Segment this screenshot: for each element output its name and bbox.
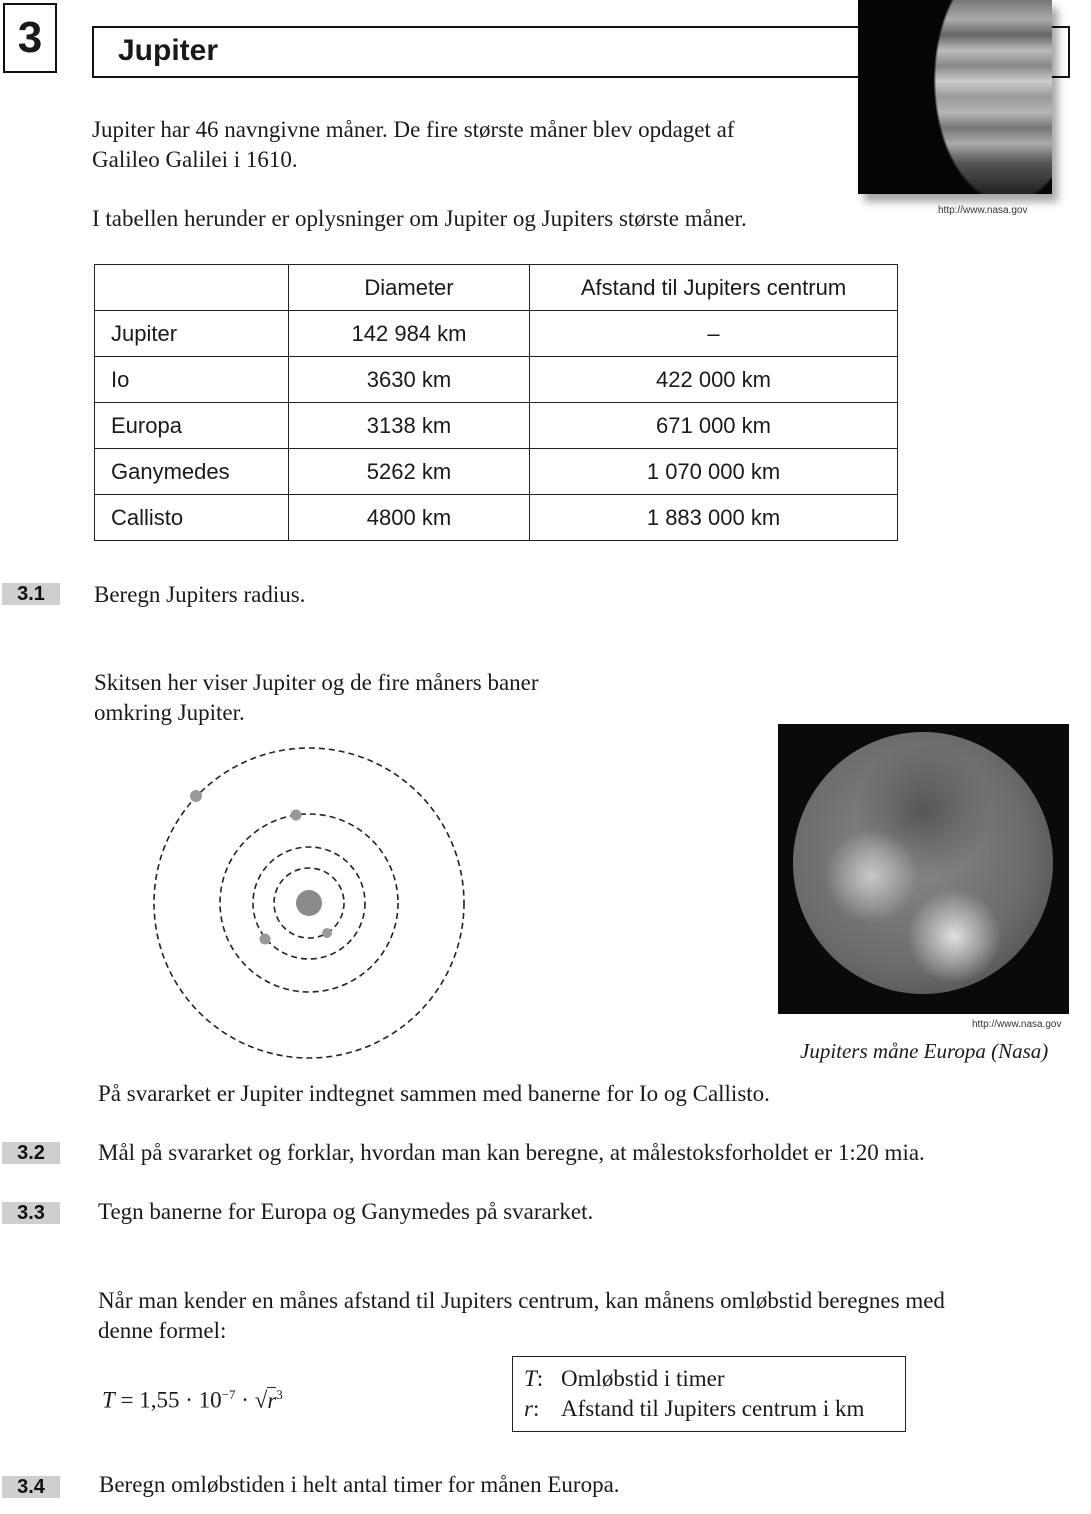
table-row bbox=[95, 311, 898, 357]
row-name: Ganymedes bbox=[95, 449, 289, 495]
callisto-dot bbox=[190, 790, 202, 802]
legend-desc-t: Omløbstid i timer bbox=[561, 1366, 725, 1391]
table-header-diameter: Diameter bbox=[289, 265, 530, 311]
table-row bbox=[95, 357, 898, 403]
row-diameter: 142 984 km bbox=[289, 311, 530, 357]
row-diameter: 5262 km bbox=[289, 449, 530, 495]
row-diameter: 3630 km bbox=[289, 357, 530, 403]
formula-radicand: r bbox=[267, 1387, 277, 1413]
task-3-1-text: Beregn Jupiters radius. bbox=[94, 582, 306, 607]
legend-symbol: T bbox=[524, 1366, 537, 1391]
table-row bbox=[95, 449, 898, 495]
legend-colon: : bbox=[536, 1366, 544, 1391]
sketch-line-2: omkring Jupiter. bbox=[94, 700, 245, 725]
row-name: Io bbox=[95, 357, 289, 403]
europa-caption: Jupiters måne Europa (Nasa) bbox=[800, 1039, 1049, 1063]
legend-row-t bbox=[524, 1364, 543, 1394]
row-distance: 1 883 000 km bbox=[530, 495, 898, 541]
row-distance: 671 000 km bbox=[530, 403, 898, 449]
row-diameter: 3138 km bbox=[289, 403, 530, 449]
sketch-line-1: Skitsen her viser Jupiter og de fire måners baner bbox=[94, 670, 539, 695]
legend-desc-r: Afstand til Jupiters centrum i km bbox=[561, 1396, 865, 1421]
ganymedes-dot bbox=[291, 810, 302, 821]
formula-intro-line-2: denne formel: bbox=[98, 1318, 227, 1343]
table-header-row bbox=[95, 265, 898, 311]
section-number: 3 bbox=[3, 3, 57, 73]
formula-rad-exp: 3 bbox=[276, 1387, 283, 1402]
sketch-after: På svararket er Jupiter indtegnet sammen med banerne for Io og Callisto. bbox=[98, 1081, 770, 1106]
row-distance: 422 000 km bbox=[530, 357, 898, 403]
table-header-distance: Afstand til Jupiters centrum bbox=[530, 265, 898, 311]
table-intro: I tabellen herunder er oplysninger om Jupiter og Jupiters største måner. bbox=[92, 206, 747, 231]
task-badge-3-3: 3.3 bbox=[2, 1202, 60, 1224]
legend-row-r bbox=[524, 1394, 539, 1424]
jupiter-photo-credit: http://www.nasa.gov bbox=[938, 205, 1028, 216]
legend-colon: : bbox=[532, 1396, 540, 1421]
task-3-4-text: Beregn omløbstiden i helt antal timer for månen Europa. bbox=[99, 1472, 620, 1497]
table-row bbox=[95, 403, 898, 449]
formula-dot: · bbox=[235, 1387, 255, 1413]
formula-lhs: T bbox=[102, 1387, 115, 1413]
formula-eq: = 1,55 · 10 bbox=[114, 1387, 222, 1413]
io-dot bbox=[322, 928, 332, 938]
table-row bbox=[95, 495, 898, 541]
row-diameter: 4800 km bbox=[289, 495, 530, 541]
europa-dot bbox=[260, 934, 271, 945]
europa-disk bbox=[793, 732, 1053, 994]
row-name: Jupiter bbox=[95, 311, 289, 357]
row-name: Europa bbox=[95, 403, 289, 449]
legend-symbol: r bbox=[524, 1396, 533, 1421]
sqrt-symbol: √ bbox=[254, 1387, 268, 1413]
task-badge-3-2: 3.2 bbox=[2, 1142, 60, 1164]
intro-line-1: Jupiter har 46 navngivne måner. De fire største måner blev opdaget af bbox=[92, 117, 735, 142]
formula-intro-line-1: Når man kender en månes afstand til Jupiters centrum, kan månens omløbstid beregnes med bbox=[98, 1288, 945, 1313]
row-name: Callisto bbox=[95, 495, 289, 541]
task-badge-3-1: 3.1 bbox=[2, 583, 60, 605]
task-3-2-text: Mål på svararket og forklar, hvordan man kan beregne, at målestoksforholdet er 1:20 mia. bbox=[98, 1140, 925, 1165]
jupiter-photo bbox=[858, 0, 1052, 194]
intro-line-2: Galileo Galilei i 1610. bbox=[92, 147, 298, 172]
formula-exp: −7 bbox=[221, 1387, 236, 1402]
page-title: Jupiter bbox=[118, 34, 219, 67]
formula bbox=[102, 1380, 283, 1416]
row-distance: 1 070 000 km bbox=[530, 449, 898, 495]
orbit-sketch bbox=[140, 735, 480, 1075]
table-header-cell bbox=[95, 265, 289, 311]
task-3-3-text: Tegn banerne for Europa og Ganymedes på svararket. bbox=[98, 1199, 594, 1224]
jupiter-dot bbox=[296, 890, 322, 916]
row-distance: – bbox=[530, 311, 898, 357]
moon-table bbox=[94, 264, 898, 541]
europa-photo-credit: http://www.nasa.gov bbox=[972, 1019, 1062, 1030]
task-badge-3-4: 3.4 bbox=[2, 1476, 60, 1498]
